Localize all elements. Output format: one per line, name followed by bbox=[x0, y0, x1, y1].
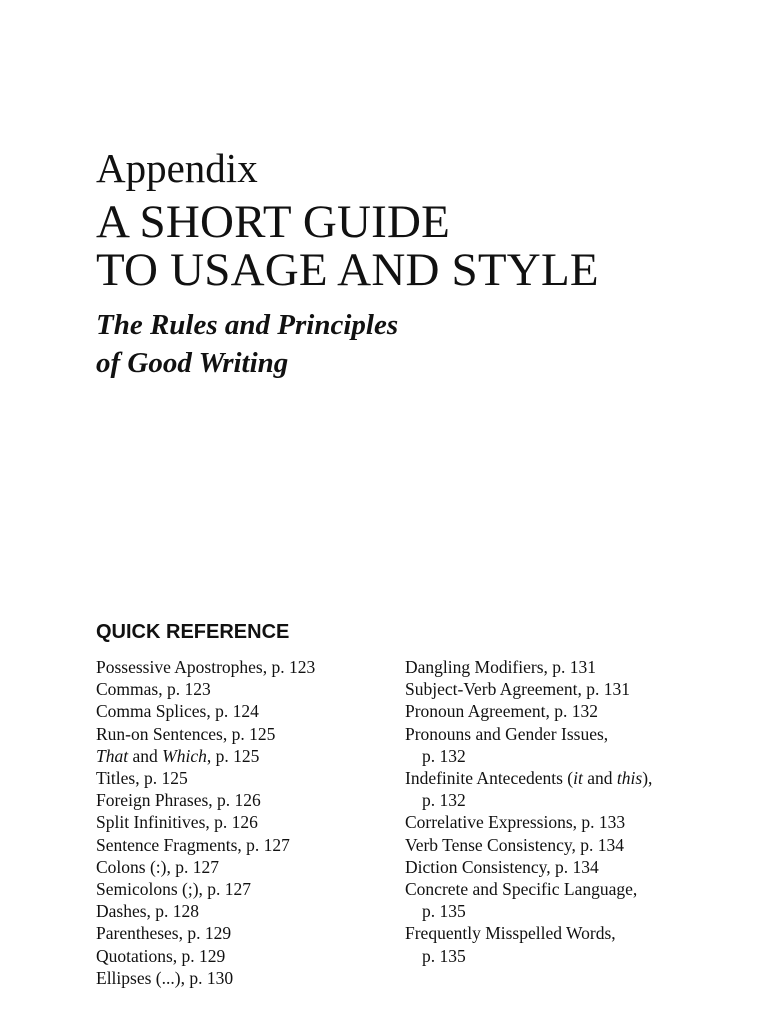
list-item: Split Infinitives, p. 126 bbox=[96, 812, 258, 833]
list-item: Verb Tense Consistency, p. 134 bbox=[405, 834, 624, 855]
title-line-1: A SHORT GUIDE bbox=[96, 196, 451, 248]
list-item: Commas, p. 123 bbox=[96, 679, 211, 700]
list-item: Parentheses, p. 129 bbox=[96, 923, 232, 944]
list-item bbox=[405, 767, 705, 811]
list-item: Diction Consistency, p. 134 bbox=[405, 856, 599, 877]
list-item: Subject-Verb Agreement, p. 131 bbox=[405, 679, 631, 700]
list-item bbox=[405, 878, 705, 922]
list-item: Pronoun Agreement, p. 132 bbox=[405, 701, 598, 722]
entry-pre: Indefinite Antecedents ( bbox=[405, 768, 574, 789]
list-item: Semicolons (;), p. 127 bbox=[96, 879, 252, 900]
list-item: Possessive Apostrophes, p. 123 bbox=[96, 657, 316, 677]
list-item bbox=[405, 723, 705, 767]
list-item: Run-on Sentences, p. 125 bbox=[96, 723, 276, 744]
list-item: Quotations, p. 129 bbox=[96, 945, 226, 966]
entry-page: p. 132 bbox=[422, 790, 466, 811]
subtitle-line-2: of Good Writing bbox=[96, 347, 289, 379]
this-word: this bbox=[616, 768, 643, 789]
page-subtitle bbox=[96, 306, 398, 382]
list-item: Dashes, p. 128 bbox=[96, 901, 200, 922]
quick-reference-left-column bbox=[96, 656, 386, 989]
list-item: Foreign Phrases, p. 126 bbox=[96, 790, 261, 811]
entry-post: ), bbox=[642, 768, 653, 789]
list-item: Dangling Modifiers, p. 131 bbox=[405, 657, 597, 677]
quick-reference-right-column bbox=[405, 656, 705, 967]
list-item bbox=[96, 745, 386, 767]
it-word: it bbox=[573, 768, 583, 789]
entry-page: p. 132 bbox=[422, 745, 466, 766]
which-word: Which bbox=[162, 745, 207, 766]
that-word: That bbox=[96, 745, 129, 766]
list-item: Colons (:), p. 127 bbox=[96, 856, 219, 877]
title-line-2: TO USAGE AND STYLE bbox=[96, 244, 599, 296]
entry-page: p. 135 bbox=[422, 945, 466, 966]
entry-head: Frequently Misspelled Words, bbox=[405, 923, 616, 944]
entry-head: Pronouns and Gender Issues, bbox=[405, 723, 609, 744]
entry-page: p. 135 bbox=[422, 901, 466, 922]
page-title bbox=[96, 198, 599, 294]
list-item: Correlative Expressions, p. 133 bbox=[405, 812, 626, 833]
list-item: Titles, p. 125 bbox=[96, 768, 188, 789]
and-word: and bbox=[582, 768, 617, 789]
list-item: Sentence Fragments, p. 127 bbox=[96, 834, 290, 855]
entry-head: Concrete and Specific Language, bbox=[405, 879, 638, 900]
list-item: Comma Splices, p. 124 bbox=[96, 701, 259, 722]
list-item bbox=[405, 922, 705, 966]
appendix-label: Appendix bbox=[96, 145, 258, 191]
subtitle-line-1: The Rules and Principles bbox=[96, 309, 399, 341]
page-ref: , p. 125 bbox=[206, 745, 260, 766]
list-item: Ellipses (...), p. 130 bbox=[96, 967, 234, 988]
quick-reference-heading: QUICK REFERENCE bbox=[96, 621, 290, 643]
entry-head bbox=[405, 767, 705, 789]
and-word: and bbox=[128, 745, 163, 766]
